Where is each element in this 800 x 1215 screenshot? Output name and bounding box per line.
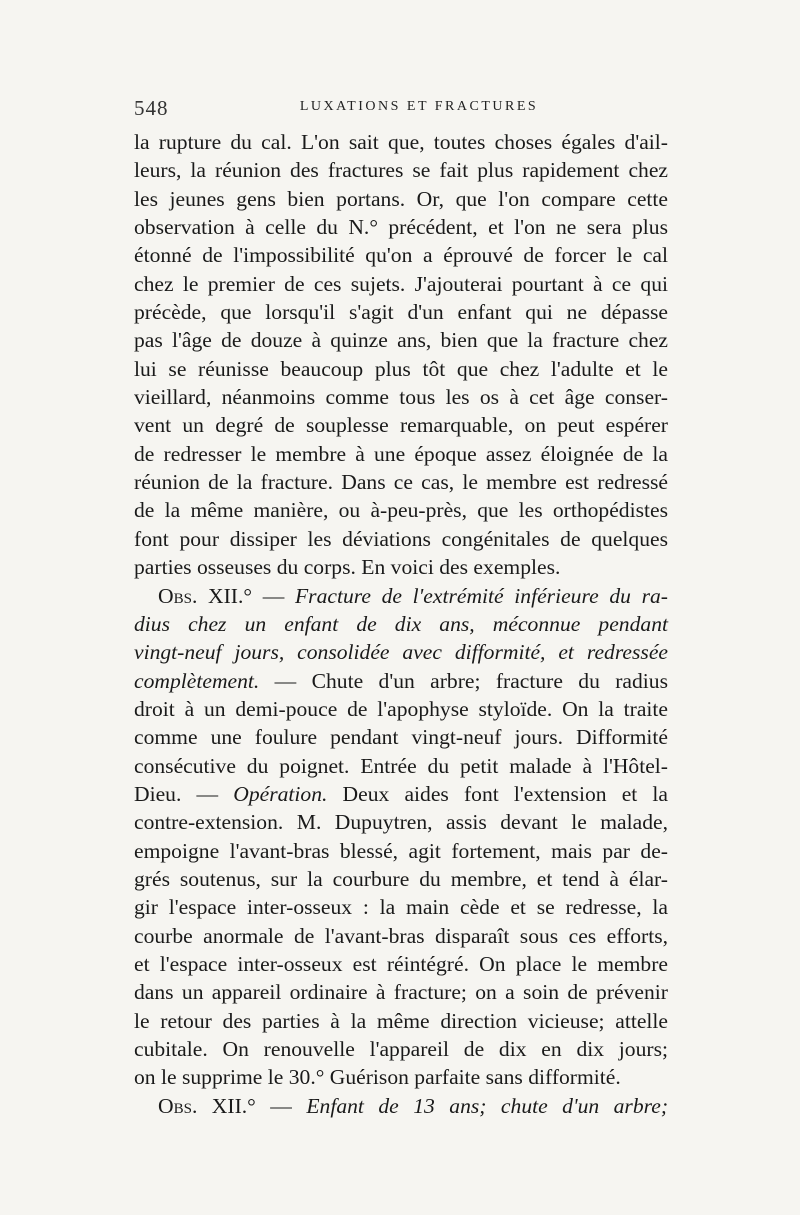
- page-header: [134, 96, 674, 122]
- text-line: [134, 780, 668, 808]
- text-line: dans un appareil ordinaire à fracture; on a soin de prévenir: [134, 980, 668, 1005]
- text-line: étonné de l'impossibilité qu'on a éprouvé de forcer le cal: [134, 243, 668, 268]
- observation-heading-line: [134, 1092, 668, 1120]
- text-line: empoigne l'avant-bras blessé, agit fortement, mais par de-: [134, 838, 668, 863]
- text-line: la rupture du cal. L'on sait que, toutes choses égales d'ail-: [134, 130, 668, 154]
- italic-phrase: complètement.: [134, 668, 260, 693]
- text-line: dius chez un enfant de dix ans, méconnue pendant: [134, 611, 668, 636]
- observation-title: Fracture de l'extrémité inférieure du ra-: [294, 583, 668, 608]
- text-line: courbe anormale de l'avant-bras disparaît sous ces efforts,: [134, 923, 668, 948]
- body-text: [134, 128, 668, 1120]
- text-line: font pour dissiper les déviations congénitales de quelques: [134, 526, 668, 551]
- text-line: vent un degré de souplesse remarquable, on peut espérer: [134, 413, 668, 438]
- line-remainder: — Chute d'un arbre; fracture du radius: [259, 668, 668, 693]
- running-head: LUXATIONS ET FRACTURES: [299, 99, 539, 114]
- text-line: on le supprime le 30.° Guérison parfaite sans difformité.: [134, 1065, 621, 1090]
- text-line: le retour des parties à la même direction vicieuse; attelle: [134, 1008, 668, 1033]
- italic-phrase: Opération.: [233, 781, 328, 806]
- text-line: comme une foulure pendant vingt-neuf jours. Difformité: [134, 725, 668, 750]
- text-line: vingt-neuf jours, consolidée avec difformité, et redressée: [134, 640, 668, 665]
- text-line: précède, que lorsqu'il s'agit d'un enfant qui ne dépasse: [134, 300, 668, 325]
- observation-label: Obs. XII.° —: [158, 583, 295, 608]
- observation-heading-line: [134, 582, 668, 610]
- text-line: les jeunes gens bien portans. Or, que l'on compare cette: [134, 186, 668, 211]
- text-line: [134, 667, 668, 695]
- text-line: lui se réunisse beaucoup plus tôt que chez l'adulte et le: [134, 356, 668, 381]
- line-remainder: Deux aides font l'extension et la: [327, 781, 668, 806]
- text-line: de la même manière, ou à-peu-près, que les orthopédistes: [134, 498, 668, 523]
- text-line: droit à un demi-pouce de l'apophyse styloïde. On la traite: [134, 696, 668, 721]
- text-line: consécutive du poignet. Entrée du petit malade à l'Hôtel-: [134, 753, 668, 778]
- text-line: grés soutenus, sur la courbure du membre, et tend à élar-: [134, 866, 668, 891]
- line-start: Dieu. —: [134, 781, 234, 806]
- page-number: 548: [134, 96, 169, 120]
- observation-label: Obs. XII.° —: [158, 1093, 307, 1118]
- text-line: parties osseuses du corps. En voici des exemples.: [134, 555, 561, 580]
- text-line: chez le premier de ces sujets. J'ajouterai pourtant à ce qui: [134, 271, 668, 296]
- text-line: contre-extension. M. Dupuytren, assis devant le malade,: [134, 810, 668, 835]
- text-line: de redresser le membre à une époque assez éloignée de la: [134, 441, 668, 466]
- text-line: observation à celle du N.° précédent, et l'on ne sera plus: [134, 215, 668, 240]
- text-line: cubitale. On renouvelle l'appareil de dix en dix jours;: [134, 1037, 668, 1061]
- text-line: gir l'espace inter-osseux : la main cède et se redresse, la: [134, 895, 668, 920]
- text-line: réunion de la fracture. Dans ce cas, le membre est redressé: [134, 470, 668, 495]
- text-line: leurs, la réunion des fractures se fait plus rapidement chez: [134, 158, 668, 183]
- observation-title: Enfant de 13 ans; chute d'un arbre;: [306, 1093, 669, 1118]
- text-line: et l'espace inter-osseux est réintégré. On place le membre: [134, 951, 668, 976]
- text-line: vieillard, néanmoins comme tous les os à cet âge conser-: [134, 385, 668, 410]
- text-line: pas l'âge de douze à quinze ans, bien que la fracture chez: [134, 328, 668, 353]
